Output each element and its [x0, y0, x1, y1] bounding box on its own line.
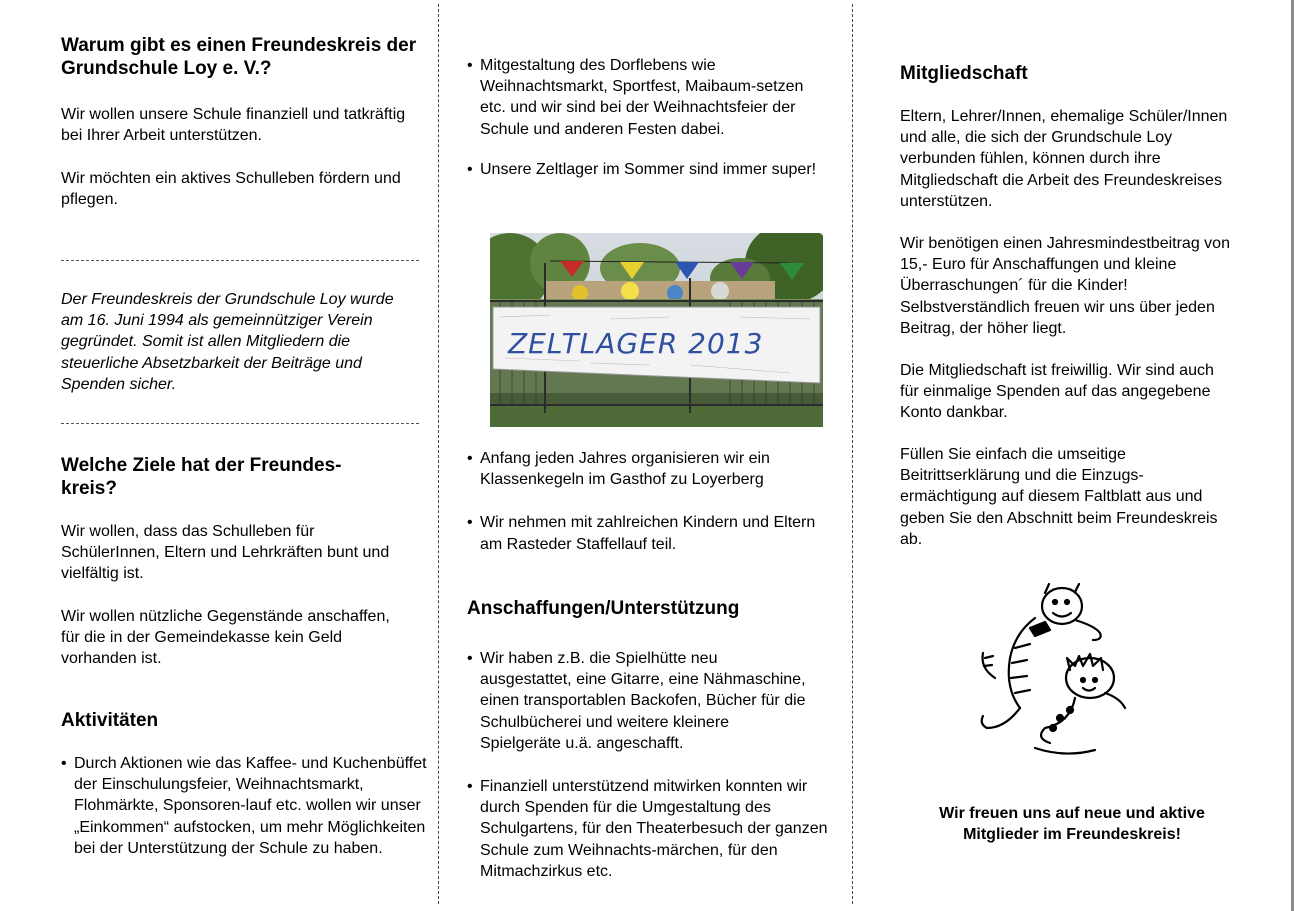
closing-message: Wir freuen uns auf neue und aktive Mitglieder im Freundeskreis! [939, 805, 1205, 844]
purchases-list [466, 648, 836, 882]
bullet-village-life: • Mitgestaltung des Dorflebens wie Weihnachtsmarkt, Sportfest, Maibaum-setzen etc. und wir sind bei der Weihnachtsfeier der Schule und anderen Festen dabei. [466, 55, 826, 140]
bullet-bowling: • Anfang jeden Jahres organisieren wir ein Klassenkegeln im Gasthof zu Loyerberg [466, 448, 826, 490]
community-list [466, 55, 826, 180]
note-nonprofit: Der Freundeskreis der Grundschule Loy wurde am 16. Juni 1994 als gemeinnütziger Verein gegründet. Somit ist allen Mitgliedern die steuerliche Absetzbarkeit der Beiträge und Spenden sicher. [61, 291, 394, 393]
paragraph-members: Eltern, Lehrer/Innen, ehemalige Schüler/Innen und alle, die sich der Grundschule Loy verbunden fühlen, können durch ihre Mitgliedschaft die Arbeit des Freundeskreises unterstützen. [900, 108, 1228, 210]
cartoon-illustration [975, 578, 1135, 768]
events-list [466, 448, 826, 555]
heading-goals-line2: kreis? [61, 478, 117, 499]
heading-activities: Aktivitäten [61, 710, 159, 731]
activities-bullet: • Durch Aktionen wie das Kaffee- und Kuchenbüffet der Einschulungsfeier, Weihnachtsmarkt, Flohmärkte, Sponsoren-lauf etc. wollen wir unser „Einkommen“ aufstocken, um mehr Möglichkeiten bei der Unterstützung der Schule zu haben. [60, 753, 430, 859]
heading-goals [61, 454, 431, 500]
camp-photo [490, 233, 823, 427]
paragraph-goal-items: Wir wollen nützliche Gegenstände anschaffen, für die in der Gemeindekasse kein Geld vorhanden ist. [61, 608, 390, 668]
divider-top [61, 260, 419, 261]
heading-purchases: Anschaffungen/Unterstützung [467, 598, 740, 619]
heading-why: Warum gibt es einen Freundeskreis der Grundschule Loy e. V.? [61, 35, 417, 79]
heading-membership: Mitgliedschaft [900, 63, 1028, 84]
paragraph-school-life: Wir möchten ein aktives Schulleben fördern und pflegen. [61, 170, 401, 209]
bullet-donations: • Finanziell unterstützend mitwirken konnten wir durch Spenden für die Umgestaltung des Schulgartens, für den Theaterbesuch der ganzen Schule zum Weihnachts-märchen, für den Mitmachzirkus etc. [466, 776, 836, 882]
paragraph-voluntary: Die Mitgliedschaft ist freiwillig. Wir sind auch für einmalige Spenden auf das angegebene Konto dankbar. [900, 362, 1214, 422]
activities-list [60, 753, 430, 859]
paragraph-support: Wir wollen unsere Schule finanziell und tatkräftig bei Ihrer Arbeit unterstützen. [61, 106, 406, 145]
paragraph-goal-colorful: Wir wollen, dass das Schulleben für SchülerInnen, Eltern und Lehrkräften bunt und vielfältig ist. [61, 523, 390, 583]
fold-line-right [852, 4, 853, 904]
paragraph-join: Füllen Sie einfach die umseitige Beitrittserklärung und die Einzugs-ermächtigung auf diesem Faltblatt aus und geben Sie den Abschnitt beim Freundeskreis ab. [900, 446, 1218, 548]
bullet-camp: • Unsere Zeltlager im Sommer sind immer super! [466, 159, 826, 180]
divider-bottom [61, 423, 419, 424]
heading-goals-line1: Welche Ziele hat der Freundes- [61, 455, 342, 476]
bullet-purchases: • Wir haben z.B. die Spielhütte neu ausgestattet, eine Gitarre, eine Nähmaschine, einen transportablen Backofen, Bücher für die Schulbücherei und weitere kleinere Spielgeräte u.ä. angeschafft. [466, 648, 810, 754]
bullet-relay: • Wir nehmen mit zahlreichen Kindern und Eltern am Rasteder Staffellauf teil. [466, 512, 826, 554]
banner-text-zeltlager: ZELTLAGER 2013 [508, 327, 764, 360]
fold-line-left [438, 4, 439, 904]
paragraph-fee: Wir benötigen einen Jahresmindestbeitrag von 15,- Euro für Anschaffungen und kleine Überraschungen´ für die Kinder! Selbstverständlich freuen wir uns über jeden Beitrag, der höher liegt. [900, 235, 1230, 337]
